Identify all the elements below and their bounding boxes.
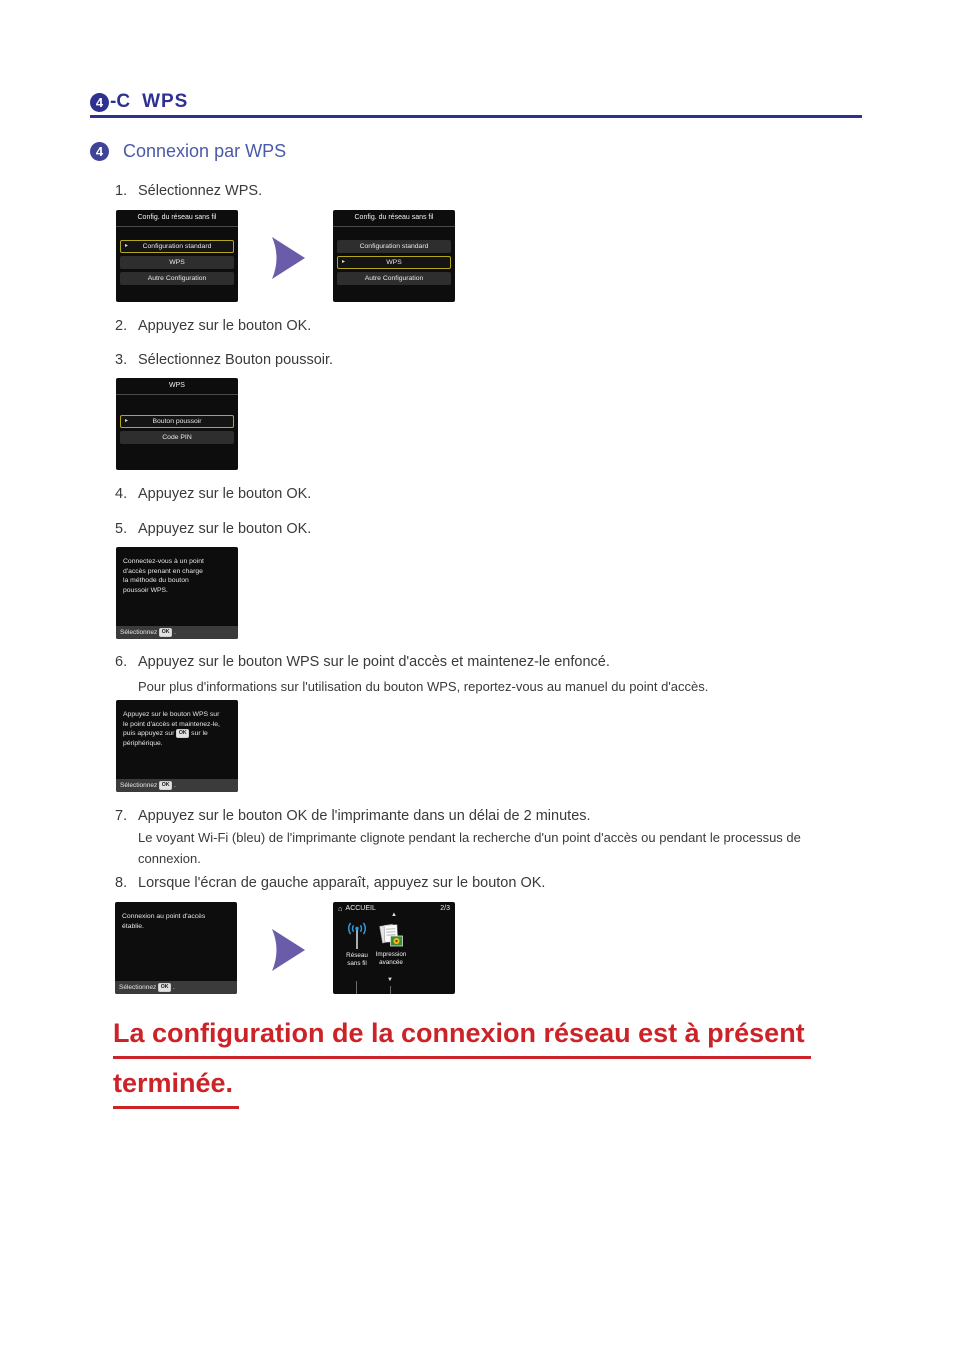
step-number: 1. xyxy=(115,183,128,199)
lcd-message-line: Appuyez sur le bouton WPS sur xyxy=(123,711,220,718)
step-text: Appuyez sur le bouton OK. xyxy=(138,486,312,502)
step-number: 8. xyxy=(115,875,128,891)
lcd-screen-connect-prompt xyxy=(116,547,238,639)
section-4-badge-icon: 4 xyxy=(90,142,109,161)
lcd-menu-item-wps xyxy=(120,256,234,269)
ok-button-badge: OK xyxy=(176,729,189,738)
lcd-message-line: le point d'accès et maintenez-le, xyxy=(123,720,220,728)
step-4-badge-icon: 4 xyxy=(90,93,109,112)
menu-item-label: Configuration standard xyxy=(142,243,212,250)
next-arrow-icon xyxy=(270,928,306,972)
section-title: Connexion par WPS xyxy=(123,141,287,161)
home-item-label: Impression xyxy=(375,951,407,958)
step-4 xyxy=(115,486,311,502)
step-number: 6. xyxy=(115,654,128,670)
cursor-arrow-icon: ▸ xyxy=(125,243,129,249)
lcd-message xyxy=(123,557,236,595)
lcd-title: Config. du réseau sans fil xyxy=(116,210,238,227)
lcd-footer xyxy=(116,626,238,639)
lcd-message-line: la méthode du bouton xyxy=(123,577,189,584)
lcd-message xyxy=(122,912,235,931)
footer-label: Sélectionnez xyxy=(120,629,158,636)
lcd-menu-item-code-pin xyxy=(120,431,234,444)
lcd-message-line: poussoir WPS. xyxy=(123,586,168,594)
conclusion-text xyxy=(113,1018,833,1118)
home-title: ACCUEIL xyxy=(345,905,376,912)
lcd-message-line xyxy=(123,729,236,739)
step-3 xyxy=(115,352,333,368)
menu-item-label: Bouton poussoir xyxy=(152,418,202,425)
conclusion-line-1: La configuration de la connexion réseau est à présent xyxy=(113,1018,811,1059)
lcd-menu-item-autre-configuration xyxy=(337,272,451,285)
home-item-label: Réseau xyxy=(346,952,368,959)
lcd-message-segment: puis appuyez sur xyxy=(123,730,175,738)
advanced-print-icon xyxy=(378,922,404,949)
home-item-label: sans fil xyxy=(347,960,367,967)
step-8 xyxy=(115,875,545,891)
step-number: 3. xyxy=(115,352,128,368)
lcd-footer xyxy=(116,779,238,792)
menu-item-label: Configuration standard xyxy=(359,243,429,250)
lcd-message-line: périphérique. xyxy=(123,739,163,747)
lcd-message-line: établie. xyxy=(122,922,144,930)
lcd-message-segment: sur le xyxy=(191,730,208,738)
lcd-screen-home xyxy=(333,902,455,994)
section-heading xyxy=(90,141,286,162)
footer-label: Sélectionnez xyxy=(119,984,157,991)
step-text: Sélectionnez WPS. xyxy=(138,183,263,199)
lcd-menu-item-configuration-standard xyxy=(120,240,234,253)
home-item-advanced-print xyxy=(373,922,409,967)
step-text: Appuyez sur le bouton OK. xyxy=(138,318,312,334)
lcd-message xyxy=(123,710,236,748)
ok-button-badge: OK xyxy=(159,628,172,637)
step-text: Lorsque l'écran de gauche apparaît, appuyez sur le bouton OK. xyxy=(138,875,546,891)
step-number: 2. xyxy=(115,318,128,334)
lcd-message-line: Connexion au point d'accès xyxy=(122,913,206,920)
home-icon: ⌂ xyxy=(338,904,343,913)
menu-item-label: Code PIN xyxy=(162,434,192,441)
lcd-footer xyxy=(115,981,237,994)
lcd-screen-connection-established xyxy=(115,902,237,994)
scroll-down-icon: ▼ xyxy=(387,977,393,983)
step-6 xyxy=(115,654,610,670)
step-number: 5. xyxy=(115,521,128,537)
home-divider-line xyxy=(390,986,391,994)
menu-item-label: WPS xyxy=(169,259,185,266)
home-page-indicator: 2/3 xyxy=(440,905,450,912)
lcd-screen-network-config-standard-selected xyxy=(116,210,238,302)
lcd-menu-item-configuration-standard xyxy=(337,240,451,253)
conclusion-line-2: terminée. xyxy=(113,1068,239,1109)
footer-period: . xyxy=(174,782,176,789)
header-rule xyxy=(90,115,862,118)
step-text: Sélectionnez Bouton poussoir. xyxy=(138,352,334,368)
footer-period: . xyxy=(174,629,176,636)
lcd-menu-item-autre-configuration xyxy=(120,272,234,285)
step-6-note: Pour plus d'informations sur l'utilisation du bouton WPS, reportez-vous au manuel du point d'accès. xyxy=(138,679,709,694)
next-arrow-icon xyxy=(270,236,306,280)
lcd-screen-network-config-wps-selected xyxy=(333,210,455,302)
cursor-arrow-icon: ▸ xyxy=(125,418,129,424)
step-text: Appuyez sur le bouton OK. xyxy=(138,521,312,537)
step-number: 4. xyxy=(115,486,128,502)
ok-button-badge: OK xyxy=(158,983,171,992)
menu-item-label: Autre Configuration xyxy=(364,275,424,282)
lcd-screen-wps-menu xyxy=(116,378,238,470)
ok-button-badge: OK xyxy=(159,781,172,790)
step-text: Appuyez sur le bouton WPS sur le point d'accès et maintenez-le enfoncé. xyxy=(138,654,610,670)
home-divider-line xyxy=(356,981,357,994)
lcd-title: Config. du réseau sans fil xyxy=(333,210,455,227)
header-code: -C xyxy=(110,91,131,112)
wifi-antenna-icon xyxy=(345,922,369,950)
lcd-message-line: d'accès prenant en charge xyxy=(123,567,203,575)
step-text: Appuyez sur le bouton OK de l'imprimante dans un délai de 2 minutes. xyxy=(138,808,591,824)
home-item-label: avancée xyxy=(379,959,403,966)
step-2 xyxy=(115,318,311,334)
lcd-menu-item-bouton-poussoir xyxy=(120,415,234,428)
menu-item-label: Autre Configuration xyxy=(147,275,207,282)
lcd-screen-press-wps xyxy=(116,700,238,792)
menu-item-label: WPS xyxy=(386,259,402,266)
page-header xyxy=(90,91,188,113)
step-5 xyxy=(115,521,311,537)
scroll-up-icon: ▲ xyxy=(391,912,397,918)
lcd-message-line: Connectez-vous à un point xyxy=(123,558,204,565)
header-title: WPS xyxy=(142,91,189,112)
step-number: 7. xyxy=(115,808,128,824)
step-1 xyxy=(115,183,262,199)
home-item-wireless xyxy=(341,922,373,968)
lcd-title: WPS xyxy=(116,378,238,395)
footer-label: Sélectionnez xyxy=(120,782,158,789)
step-7-note: Le voyant Wi-Fi (bleu) de l'imprimante clignote pendant la recherche d'un point d'accès ou pendant le processus de connexion. xyxy=(138,830,801,866)
footer-period: . xyxy=(173,984,175,991)
cursor-arrow-icon: ▸ xyxy=(342,259,346,265)
lcd-menu-item-wps xyxy=(337,256,451,269)
step-7 xyxy=(115,808,591,824)
